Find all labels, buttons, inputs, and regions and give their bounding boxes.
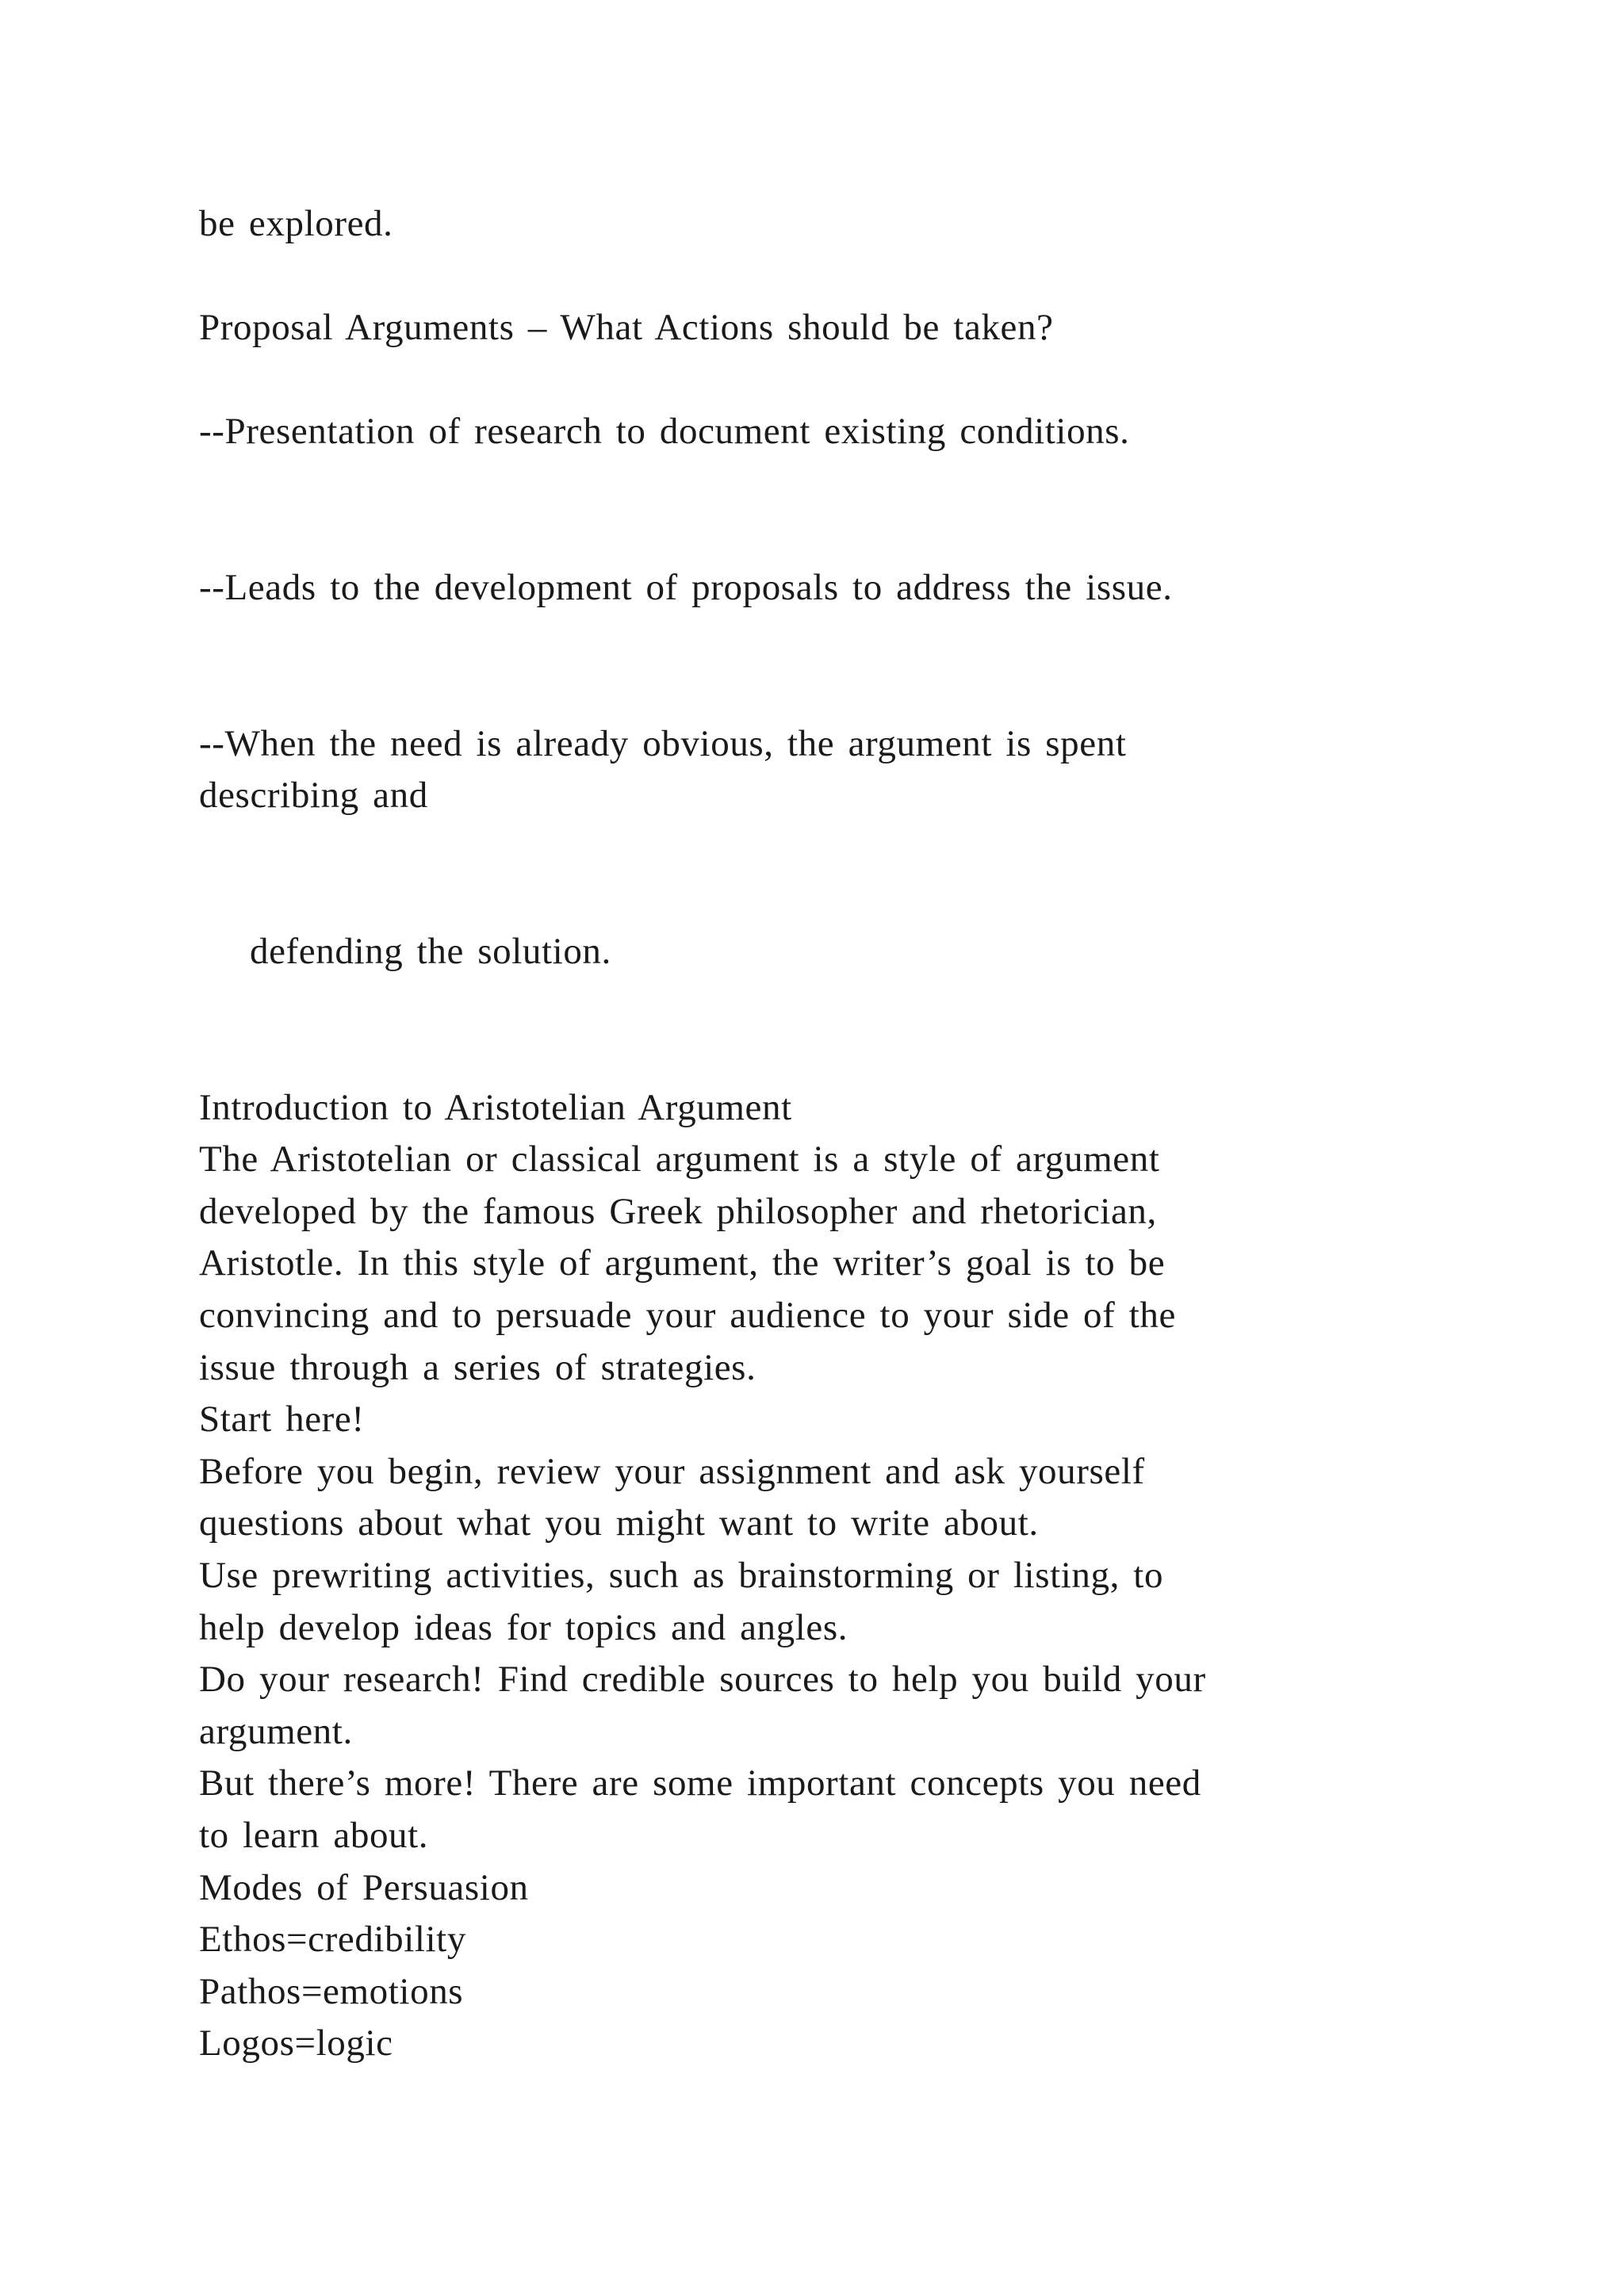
text-line: Logos=logic [199,2022,393,2064]
section-heading-proposal-arguments: Proposal Arguments – What Actions should be taken? [199,307,1054,348]
text-line: to learn about. [199,1815,429,1856]
text-line: Start here! [199,1399,365,1440]
text-line: argument. [199,1711,353,1752]
text-line: convincing and to persuade your audience to your side of the [199,1295,1176,1336]
text-line: Use prewriting activities, such as brainstorming or listing, to [199,1555,1164,1596]
text-line: Pathos=emotions [199,1971,464,2012]
text-line: The Aristotelian or classical argument is a style of argument [199,1138,1160,1180]
text-line: --When the need is already obvious, the argument is spent [199,723,1127,764]
text-line: Do your research! Find credible sources to help you build your [199,1659,1206,1700]
section-heading-modes-of-persuasion: Modes of Persuasion [199,1867,529,1908]
text-line: Aristotle. In this style of argument, the writer’s goal is to be [199,1242,1166,1284]
text-line: describing and [199,775,428,816]
text-line: questions about what you might want to write about. [199,1502,1039,1544]
text-line: issue through a series of strategies. [199,1347,756,1388]
text-line: developed by the famous Greek philosopher and rhetorician, [199,1191,1157,1232]
text-line: be explored. [199,203,393,244]
text-line: Ethos=credibility [199,1919,466,1960]
section-heading-aristotelian: Introduction to Aristotelian Argument [199,1087,792,1128]
text-line: defending the solution. [250,931,611,972]
text-line: --Leads to the development of proposals to address the issue. [199,567,1173,608]
text-line: help develop ideas for topics and angles. [199,1607,848,1648]
text-line: Before you begin, review your assignment and ask yourself [199,1451,1145,1492]
text-line: --Presentation of research to document existing conditions. [199,411,1130,452]
text-line: But there’s more! There are some important concepts you need [199,1762,1201,1804]
